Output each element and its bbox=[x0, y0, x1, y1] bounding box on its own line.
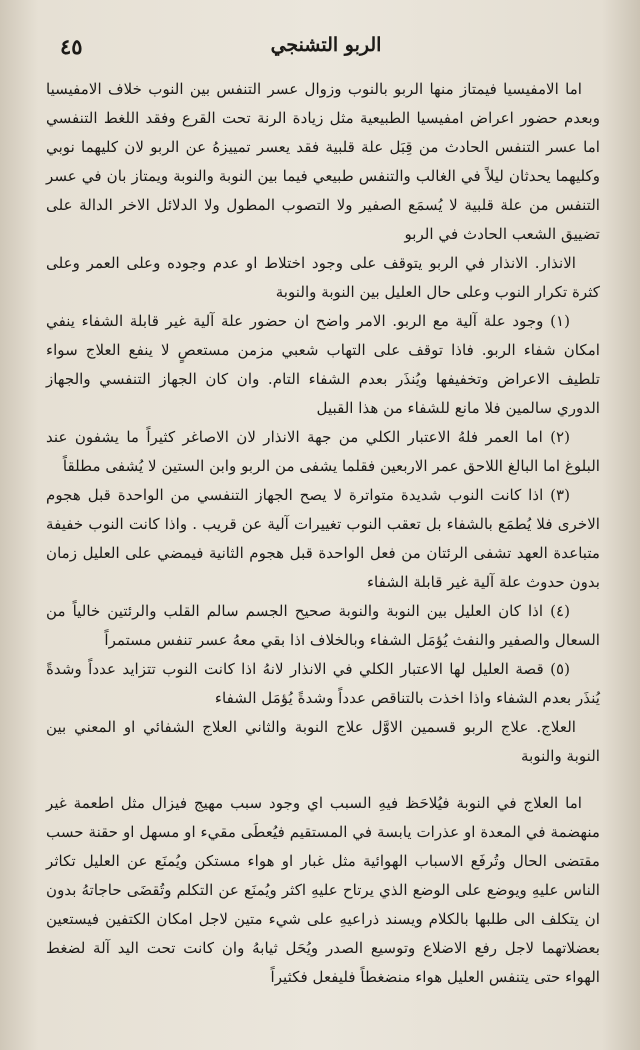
paragraph-differential-diagnosis: اما الامفيسيا فيمتاز منها الربو بالنوب وزوال عسر التنفس بين النوب خلاف الامفيسيا وبعدم حضور اعراض امفيسيا الطبيعية مثل زيادة الرنة تحت القرع وفقد اللغط التنفسي اما عسر التنفس الحادث من قِبَل علة قلبية فقد يعسر تمييزهُ عن الربو لان كليهما نوبي وكليهما يحدثان ليلاً في الغالب والتنفس طبيعي فيما بين النوبة والنوبة ويمتاز بان في عسر التنفس من علة قلبية لا يُسمَع الصفير ولا التصوب المطول ولا الدلائل الاخر الدالة على تضييق الشعب الحادث في الربو bbox=[46, 80, 600, 243]
paragraph-prognosis-1: (١) وجود علة آلية مع الربو. الامر واضح ان حضور علة آلية غير قابلة الشفاء ينفي امكان شفاء الربو. فاذا توقف على التهاب شعبي مزمن مستعصٍ لا ينفع العلاج سواء تلطيف الاعراض وتخفيفها ويُنذَر بعدم الشفاء التام. وان كان الجهاز التنفسي والجهاز الدوري سالمين فلا مانع للشفاء من هذا القبيل bbox=[46, 312, 600, 417]
paragraph-treatment-attack: اما العلاج في النوبة فيُلاحَظ فيهِ السبب اي وجود سبب مهيج فيزال مثل اطعمة غير منهضمة في المعدة او عذرات يابسة في المستقيم فيُعطَى مقيء او مسهل او حقنة حسب مقتضى الحال وتُرفَع الاسباب الهوائية مثل غبار او هواء مستكن ويُمنَع عن العليل تكاثر الناس عليهِ ويوضع على الوضع الذي يرتاح عليهِ اكثر ويُمنَع عن التكلم وتُقضَى حاجاتهُ بدون ان يتكلف الى طلبها بالكلام ويسند ذراعيهِ على شيء متين لاجل امكان الكتفين فيستعين بعضلاتهما لاجل رفع الاضلاع وتوسيع الصدر ويُحَل ثيابهُ وان كانت تحت اليد آلة لضغط الهواء حتى يتنفس العليل هواء منضغطاً فليفعل فكثيراً bbox=[46, 794, 600, 986]
running-title: الربو التشنجي bbox=[270, 34, 382, 56]
paragraph-prognosis-2: (٢) اما العمر فلهُ الاعتبار الكلي من جهة الانذار لان الاصاغر كثيراً ما يشفون عند البلوغ اما البالغ اللاحق عمر الاربعين فقلما يشفى من الربو وابن الستين لا يُشفى مطلقاً bbox=[46, 428, 600, 475]
page-body bbox=[46, 75, 600, 992]
paragraph-prognosis-5: (٥) قصة العليل لها الاعتبار الكلي في الانذار لانهُ اذا كانت النوب تتزايد عدداً وشدةً يُنذَر بعدم الشفاء واذا اخذت بالتناقص عدداً وشدةً يُؤمَل الشفاء bbox=[46, 660, 600, 707]
paragraph-treatment: العلاج. علاج الربو قسمين الاوَّل علاج النوبة والثاني العلاج الشفائي او المعني بين النوبة والنوبة bbox=[46, 718, 600, 765]
paragraph-prognosis-4: (٤) اذا كان العليل بين النوبة والنوبة صحيح الجسم سالم القلب والرئتين خالياً من السعال والصفير والنفث يُؤمَل الشفاء وبالخلاف اذا بقي معهُ عسر تنفس مستمراً bbox=[46, 602, 600, 649]
paragraph-prognosis: الانذار. الانذار في الربو يتوقف على وجود اختلاط او عدم وجوده وعلى العمر وعلى كثرة تكرار النوب وعلى حال العليل بين النوبة والنوبة bbox=[46, 254, 600, 301]
page-number: ٤٥ bbox=[60, 34, 83, 59]
paragraph-gap bbox=[46, 771, 600, 789]
page-header bbox=[60, 30, 592, 70]
paragraph-prognosis-3: (٣) اذا كانت النوب شديدة متواترة لا يصح الجهاز التنفسي من الواحدة قبل هجوم الاخرى فلا يُطمَع بالشفاء بل تعقب النوب تغييرات آلية عن قريب . واذا كانت النوب خفيفة متباعدة العهد تشفى الرئتان من فعل الواحدة قبل هجوم الثانية فيمضي على العليل زمان بدون حدوث علة آلية غير قابلة الشفاء bbox=[46, 486, 600, 591]
